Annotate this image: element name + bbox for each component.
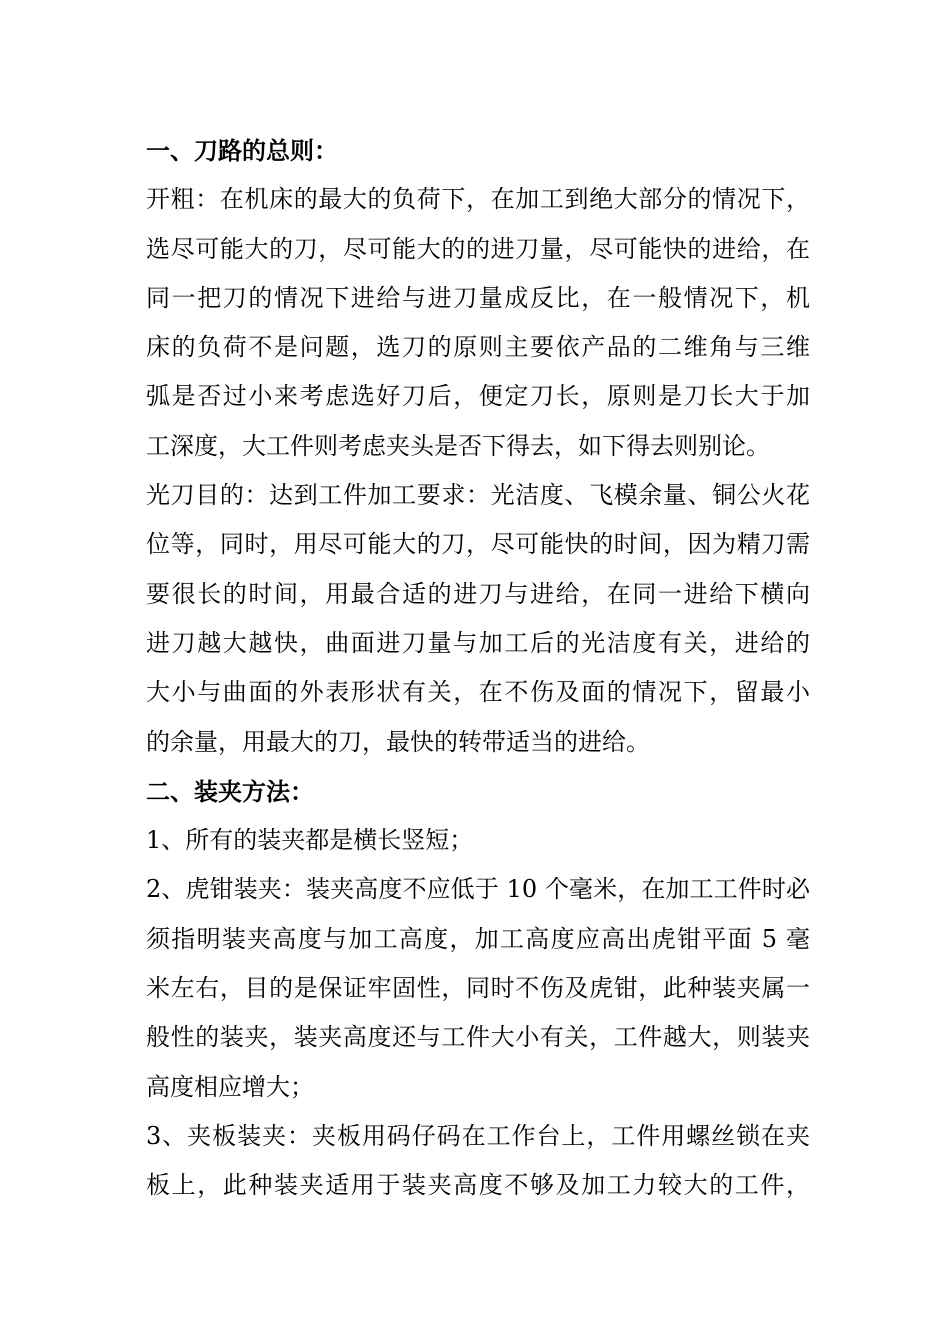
- section-heading-toolpath: 一、刀路的总则：: [146, 136, 338, 165]
- list-item-1: [146, 816, 810, 865]
- list-item-3: [146, 1112, 810, 1211]
- text-line: 般性的装夹，装夹高度还与工件大小有关，工件越大，则装夹: [146, 1023, 810, 1052]
- text-line: 1、所有的装夹都是横长竖短；: [146, 826, 474, 855]
- text-line: 的余量，用最大的刀，最快的转带适当的进给。: [146, 727, 650, 756]
- document-body: [146, 126, 810, 1211]
- text-line: 同一把刀的情况下进给与进刀量成反比，在一般情况下，机: [146, 283, 810, 312]
- text-line: 米左右，目的是保证牢固性，同时不伤及虎钳，此种装夹属一: [146, 974, 810, 1003]
- text-line: 要很长的时间，用最合适的进刀与进给，在同一进给下横向: [146, 579, 810, 608]
- text-line: 床的负荷不是问题，选刀的原则主要依产品的二维角与三维: [146, 333, 810, 362]
- list-item-2: [146, 865, 810, 1111]
- text-line: 工深度，大工件则考虑夹头是否下得去，如下得去则别论。: [146, 431, 770, 460]
- text-line: 须指明装夹高度与加工高度，加工高度应高出虎钳平面 5 毫: [146, 924, 810, 953]
- paragraph-roughing: [146, 175, 810, 471]
- text-line: 弧是否过小来考虑选好刀后，便定刀长，原则是刀长大于加: [146, 382, 810, 411]
- paragraph-finishing: [146, 471, 810, 767]
- text-line: 板上，此种装夹适用于装夹高度不够及加工力较大的工件，: [146, 1171, 810, 1200]
- section-heading-clamping: 二、装夹方法：: [146, 776, 314, 806]
- text-line: 位等，同时，用尽可能大的刀，尽可能快的时间，因为精刀需: [146, 530, 810, 559]
- text-line: 光刀目的：达到工件加工要求：光洁度、飞模余量、铜公火花: [146, 481, 810, 510]
- text-line: 高度相应增大；: [146, 1072, 314, 1101]
- text-line: 大小与曲面的外表形状有关，在不伤及面的情况下，留最小: [146, 678, 810, 707]
- text-line: 进刀越大越快，曲面进刀量与加工后的光洁度有关，进给的: [146, 628, 810, 657]
- text-line: 选尽可能大的刀，尽可能大的的进刀量，尽可能快的进给，在: [146, 234, 810, 263]
- text-line: 3、夹板装夹：夹板用码仔码在工作台上，工件用螺丝锁在夹: [146, 1121, 810, 1150]
- text-line: 2、虎钳装夹：装夹高度不应低于 10 个毫米，在加工工件时必: [146, 875, 810, 904]
- text-line: 开粗：在机床的最大的负荷下，在加工到绝大部分的情况下，: [146, 185, 810, 214]
